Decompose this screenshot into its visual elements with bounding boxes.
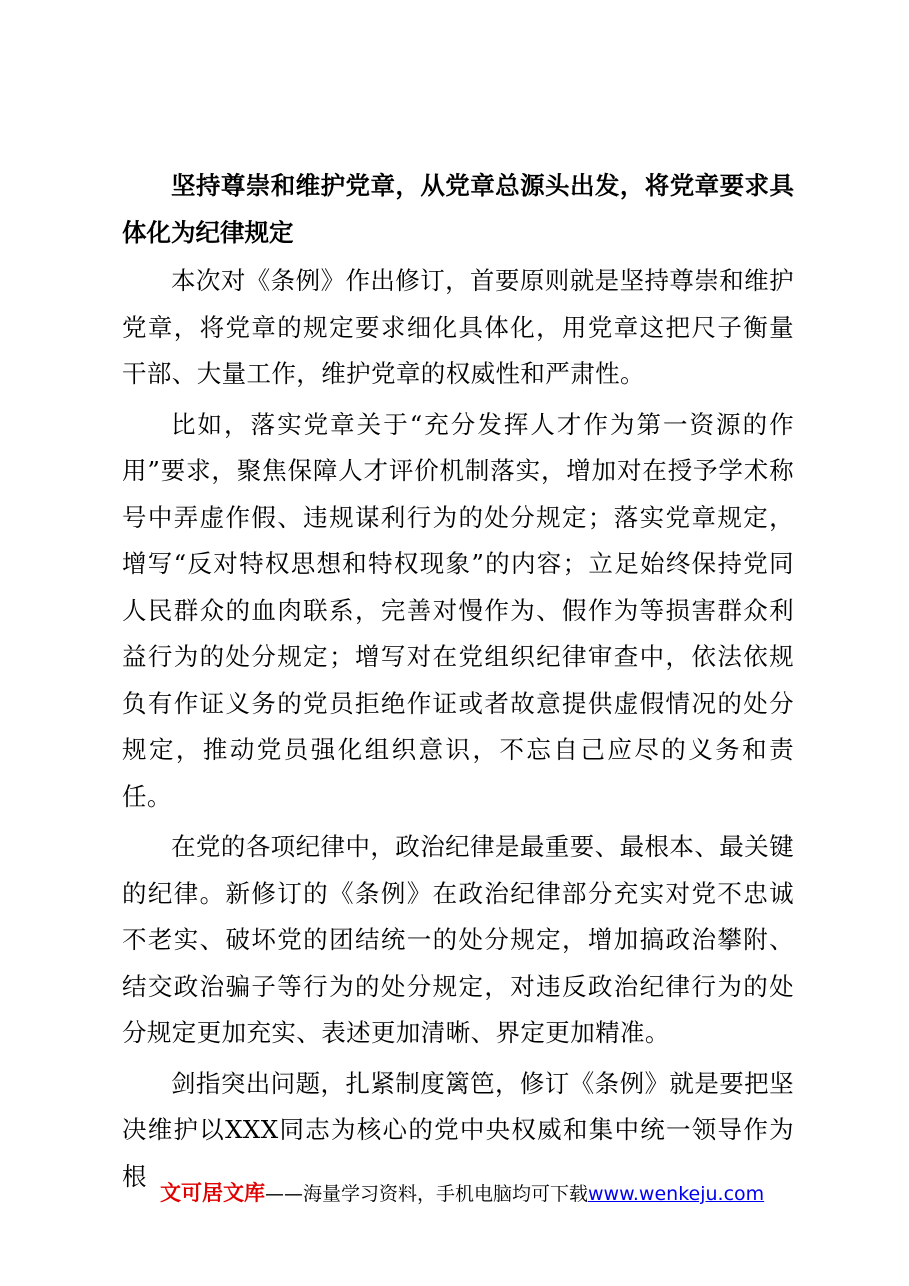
footer-banner xyxy=(160,1178,764,1208)
paragraph-3: 在党的各项纪律中，政治纪律是最重要、最根本、最关键的纪律。新修订的《条例》在政治纪律部分充实对党不忠诚不老实、破坏党的团结统一的处分规定，增加搞政治攀附、结交政治骗子等行为的处分规定，对违反政治纪律行为的处分规定更加充实、表述更加清晰、界定更加精准。 xyxy=(122,832,794,1047)
paragraph-4: 剑指突出问题，扎紧制度篱笆，修订《条例》就是要把坚决维护以XXX同志为核心的党中央权威和集中统一领导作为根 xyxy=(122,1068,794,1191)
section-heading: 坚持尊崇和维护党章，从党章总源头出发，将党章要求具体化为纪律规定 xyxy=(122,171,794,247)
document-body xyxy=(122,162,794,1204)
paragraph-1: 本次对《条例》作出修订，首要原则就是坚持尊崇和维护党章，将党章的规定要求细化具体化，用党章这把尺子衡量干部、大量工作，维护党章的权威性和严肃性。 xyxy=(122,266,794,388)
footer-url-link[interactable]: www.wenkeju.com xyxy=(588,1183,765,1205)
footer-tagline: 海量学习资料，手机电脑均可下载 xyxy=(303,1183,589,1205)
paragraph-2: 比如，落实党章关于“充分发挥人才作为第一资源的作用”要求，聚焦保障人才评价机制落实，增加对在授予学术称号中弄虚作假、违规谋利行为的处分规定；落实党章规定，增写“反对特权思想和特权现象”的内容；立足始终保持党同人民群众的血肉联系，完善对慢作为、假作为等损害群众利益行为的处分规定；增写对在党组织纪律审查中，依法依规负有作证义务的党员拒绝作证或者故意提供虚假情况的处分规定，推动党员强化组织意识，不忘自己应尽的义务和责任。 xyxy=(122,409,794,811)
footer-dash: —— xyxy=(265,1183,303,1205)
footer-brand: 文可居文库 xyxy=(160,1181,265,1205)
